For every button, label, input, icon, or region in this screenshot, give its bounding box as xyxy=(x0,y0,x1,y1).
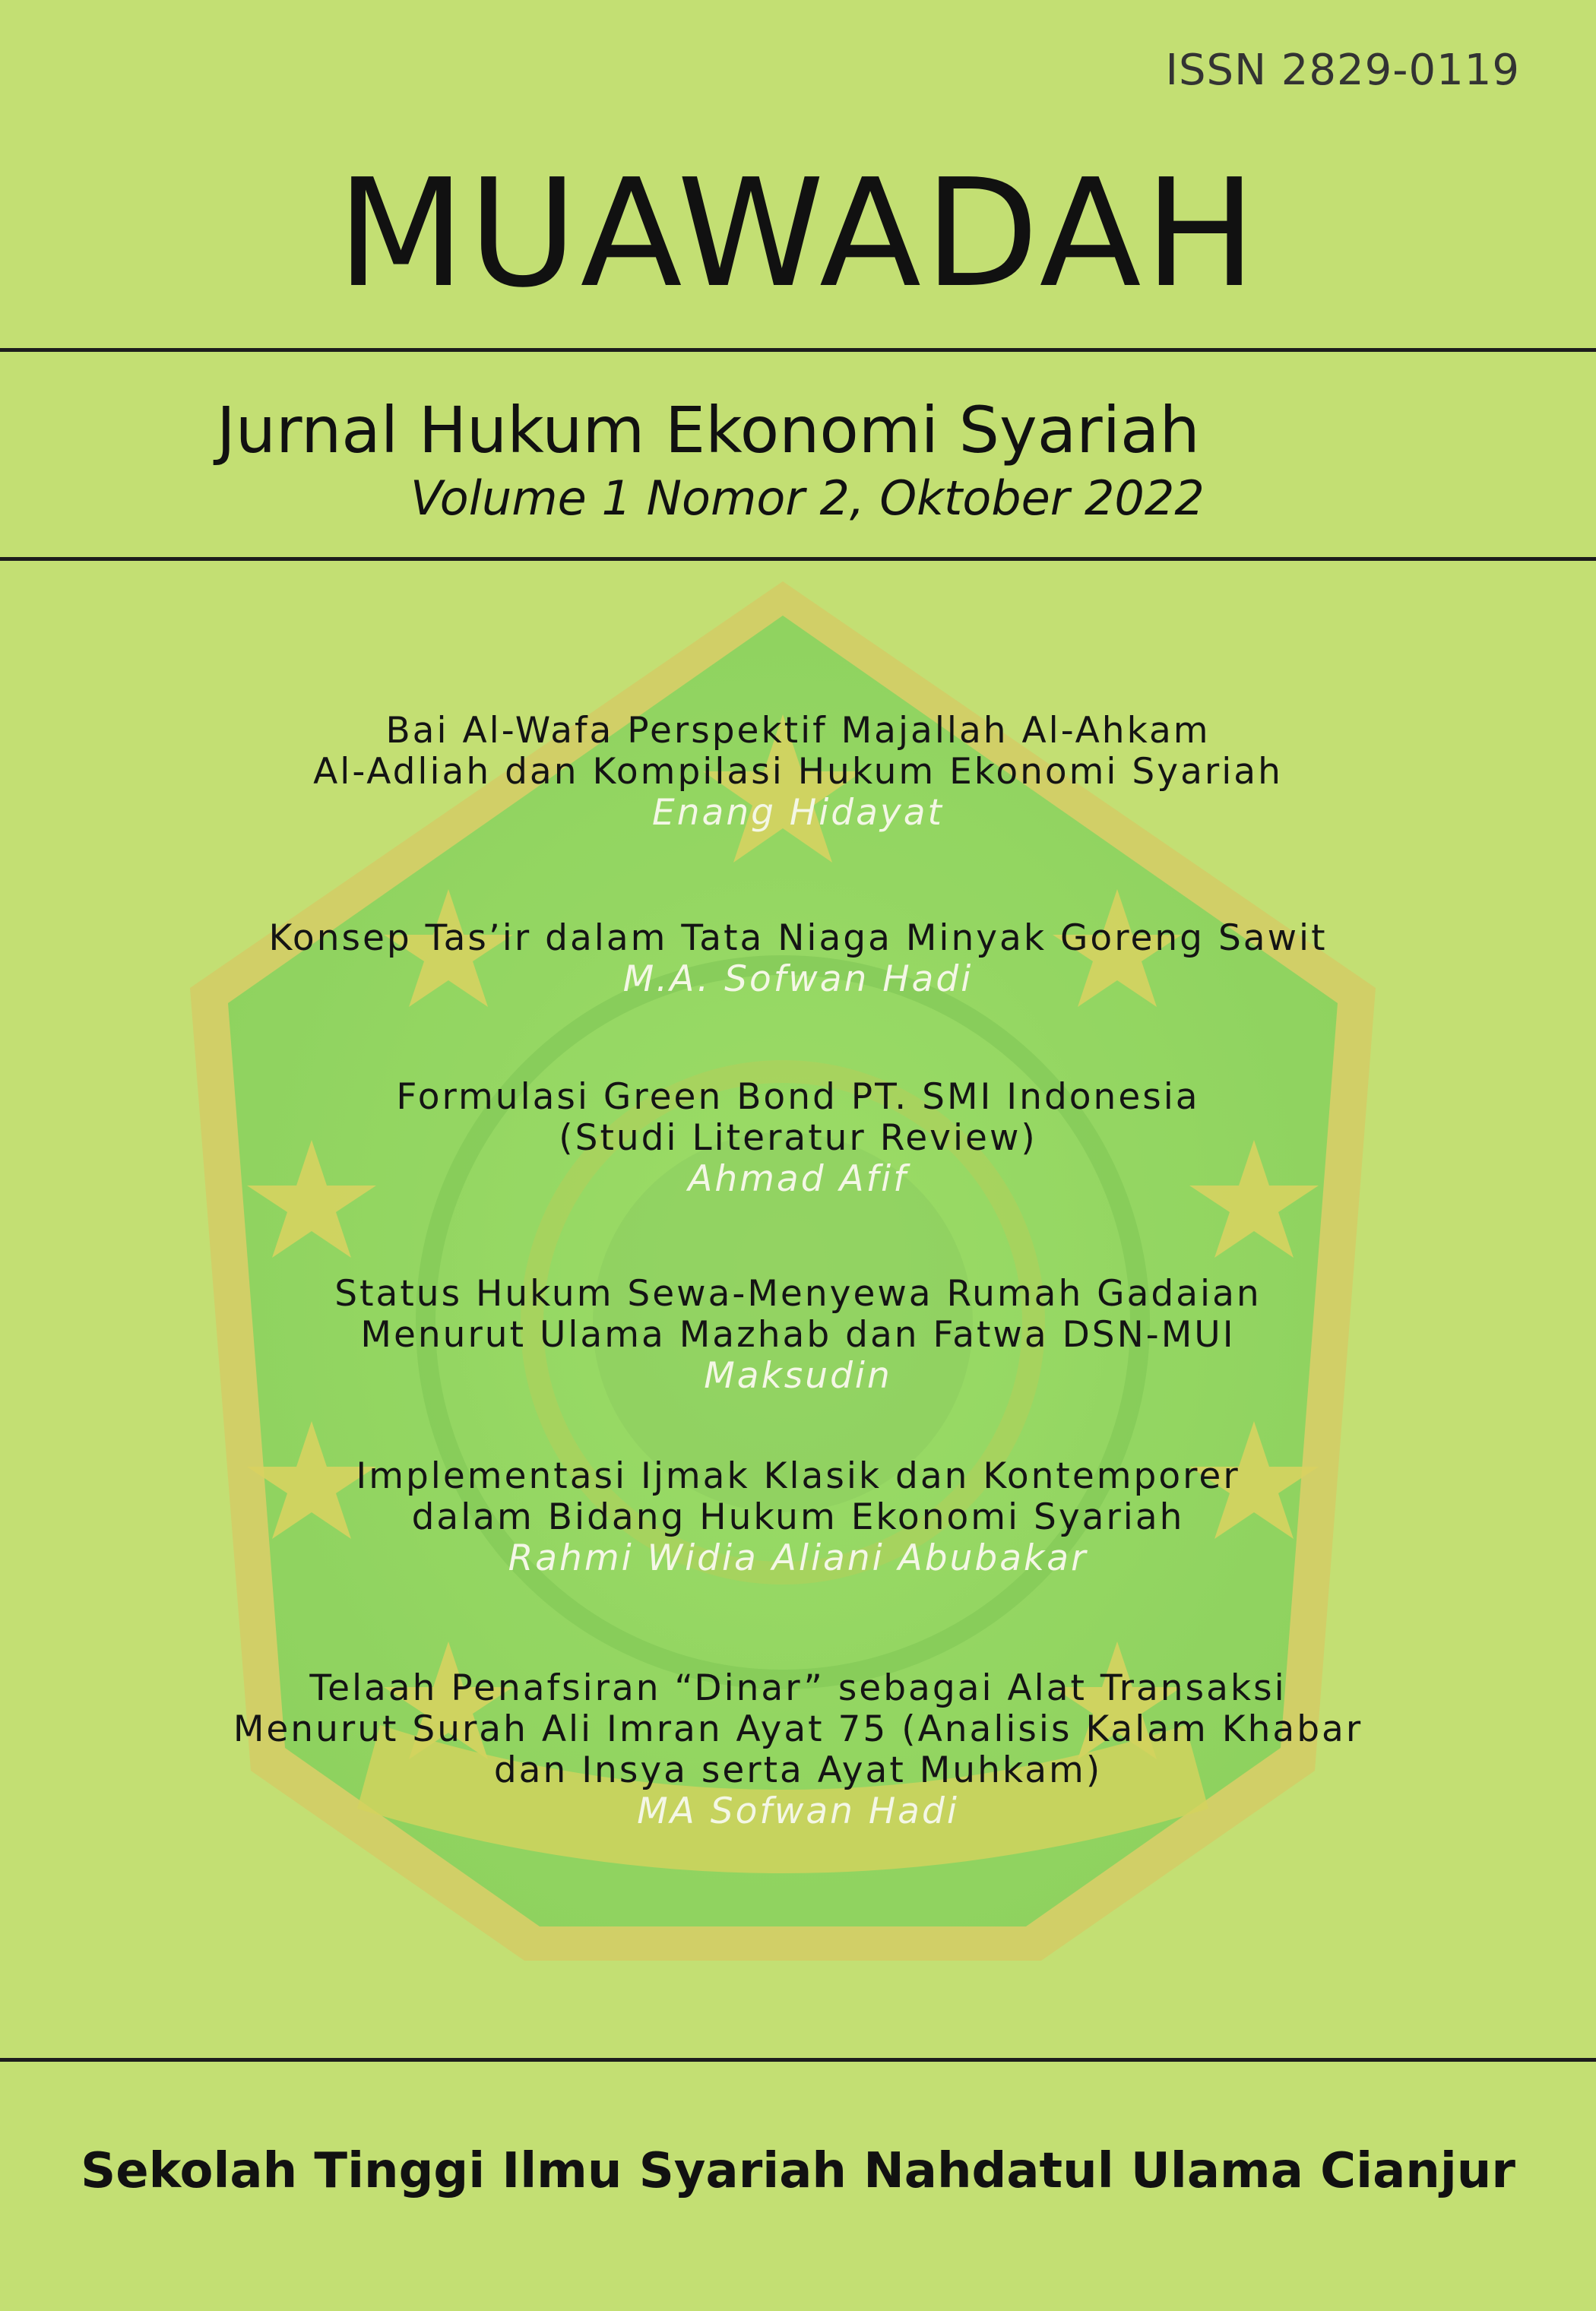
article-title-line: Konsep Tas’ir dalam Tata Niaga Minyak Goreng Sawit xyxy=(268,917,1328,959)
article-author: Enang Hidayat xyxy=(652,792,944,834)
article-entry xyxy=(0,1668,1596,1832)
journal-subtitle: Jurnal Hukum Ekonomi Syariah xyxy=(217,393,1200,467)
article-entry xyxy=(0,1456,1596,1579)
article-entry xyxy=(0,711,1596,834)
journal-title: MUAWADAH xyxy=(336,147,1260,321)
article-entry xyxy=(0,1077,1596,1200)
publisher-name: Sekolah Tinggi Ilmu Syariah Nahdatul Ulama Cianjur xyxy=(81,2143,1515,2199)
article-title-line: Bai Al-Wafa Perspektif Majallah Al-Ahkam xyxy=(385,710,1211,752)
article-title-line: Menurut Surah Ali Imran Ayat 75 (Analisis Kalam Khabar xyxy=(233,1708,1363,1750)
article-author: MA Sofwan Hadi xyxy=(637,1790,959,1832)
middle-divider xyxy=(0,557,1596,561)
article-entry xyxy=(0,1274,1596,1397)
bottom-divider xyxy=(0,2058,1596,2062)
article-title-line: Implementasi Ijmak Klasik dan Kontemporer xyxy=(356,1455,1240,1497)
article-title-line: Al-Adliah dan Kompilasi Hukum Ekonomi Syariah xyxy=(313,751,1283,793)
issn-label: ISSN 2829-0119 xyxy=(1165,46,1520,95)
top-divider xyxy=(0,348,1596,352)
article-entry xyxy=(0,918,1596,1000)
article-author: Rahmi Widia Aliani Abubakar xyxy=(508,1537,1088,1579)
article-title-line: (Studi Literatur Review) xyxy=(559,1117,1037,1159)
article-title-line: Telaah Penafsiran “Dinar” sebagai Alat Transaksi xyxy=(309,1667,1287,1709)
article-title-line: dan Insya serta Ayat Muhkam) xyxy=(493,1749,1103,1791)
article-author: M.A. Sofwan Hadi xyxy=(622,958,974,1000)
article-title-line: Menurut Ulama Mazhab dan Fatwa DSN-MUI xyxy=(360,1314,1236,1356)
journal-volume: Volume 1 Nomor 2, Oktober 2022 xyxy=(410,470,1205,526)
article-title-line: dalam Bidang Hukum Ekonomi Syariah xyxy=(411,1496,1185,1538)
article-title-line: Formulasi Green Bond PT. SMI Indonesia xyxy=(396,1076,1200,1118)
article-title-line: Status Hukum Sewa-Menyewa Rumah Gadaian xyxy=(334,1273,1262,1315)
article-author: Maksudin xyxy=(704,1355,892,1397)
article-author: Ahmad Afif xyxy=(688,1158,908,1200)
